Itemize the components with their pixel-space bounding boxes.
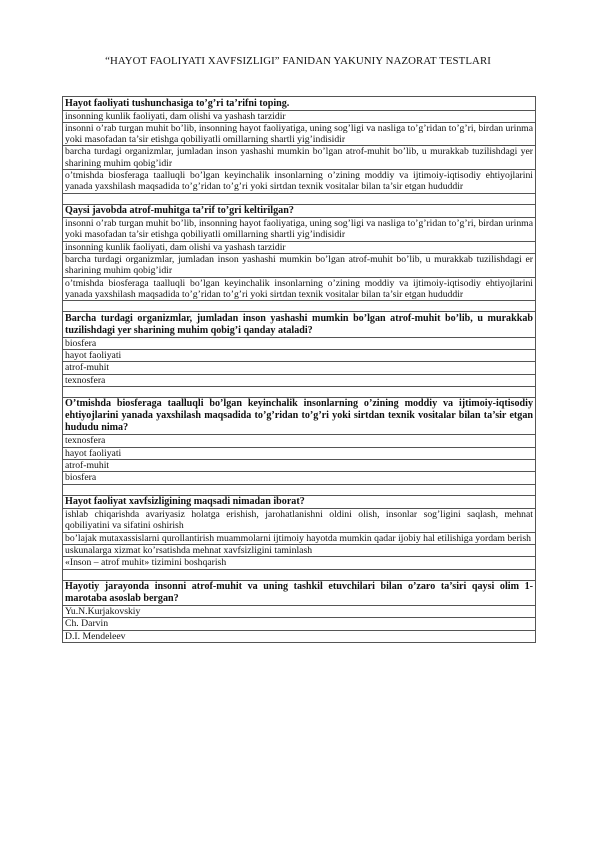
option-row	[63, 435, 536, 447]
question-text: Barcha turdagi organizmlar, jumladan inson yashashi mumkin bo’lgan atrof-muhit bo’lib, u murakkab tuzilishdagi yer sharining muhim qobig’i qanday ataladi?	[63, 312, 536, 338]
option-row	[63, 146, 536, 170]
option-row	[63, 472, 536, 484]
option-text: hayot faoliyati	[63, 349, 536, 361]
option-row	[63, 241, 536, 253]
option-row	[63, 362, 536, 374]
option-row	[63, 618, 536, 630]
test-table	[62, 96, 536, 643]
option-text: atrof-muhit	[63, 459, 536, 471]
question-text: Hayotiy jarayonda insonni atrof-muhit va uning tashkil etuvchilari bilan o’zaro ta’siri qaysi olim 1-marotaba asoslab bergan?	[63, 580, 536, 606]
question-row	[63, 204, 536, 218]
option-text: texnosfera	[63, 374, 536, 386]
question-row	[63, 580, 536, 606]
question-row	[63, 97, 536, 111]
option-row	[63, 337, 536, 349]
option-text: texnosfera	[63, 435, 536, 447]
option-row	[63, 218, 536, 242]
spacer-cell	[63, 301, 536, 312]
option-row	[63, 253, 536, 277]
option-text: insonning kunlik faoliyati, dam olishi va yashash tarzidir	[63, 241, 536, 253]
question-text: Qaysi javobda atrof-muhitga ta’rif to’gri keltirilgan?	[63, 204, 536, 218]
option-row	[63, 630, 536, 642]
option-text: biosfera	[63, 472, 536, 484]
option-text: Ch. Darvin	[63, 618, 536, 630]
option-text: uskunalarga xizmat ko’rsatishda mehnat xavfsizligini taminlash	[63, 544, 536, 556]
option-text: barcha turdagi organizmlar, jumladan inson yashashi mumkin bo’lgan atrof-muhit bo’lib, u murakkab tuzilishdagi er sharining muhim qobig’idir	[63, 253, 536, 277]
question-row	[63, 495, 536, 509]
option-row	[63, 459, 536, 471]
option-text: hayot faoliyati	[63, 447, 536, 459]
option-row	[63, 374, 536, 386]
spacer-cell	[63, 193, 536, 204]
option-row	[63, 349, 536, 361]
option-text: Yu.N.Kurjakovskiy	[63, 606, 536, 618]
question-row	[63, 397, 536, 435]
option-text: insonning kunlik faoliyati, dam olishi va yashash tarzidir	[63, 110, 536, 122]
option-row	[63, 532, 536, 544]
option-text: biosfera	[63, 337, 536, 349]
spacer-row	[63, 484, 536, 495]
option-text: barcha turdagi organizmlar, jumladan inson yashashi mumkin bo’lgan atrof-muhit bo’lib, u murakkab tuzilishdagi yer sharining muhim qobig’idir	[63, 146, 536, 170]
option-text: D.I. Mendeleev	[63, 630, 536, 642]
option-row	[63, 122, 536, 146]
spacer-cell	[63, 484, 536, 495]
spacer-row	[63, 193, 536, 204]
spacer-row	[63, 386, 536, 397]
option-text: atrof-muhit	[63, 362, 536, 374]
option-text: «Inson – atrof muhit» tizimini boshqarish	[63, 557, 536, 569]
option-row	[63, 606, 536, 618]
question-text: Hayot faoliyat xavfsizligining maqsadi nimadan iborat?	[63, 495, 536, 509]
option-row	[63, 509, 536, 533]
option-row	[63, 277, 536, 301]
option-row	[63, 110, 536, 122]
spacer-row	[63, 569, 536, 580]
spacer-row	[63, 301, 536, 312]
option-row	[63, 557, 536, 569]
option-text: insonni o’rab turgan muhit bo’lib, insonning hayot faoliyatiga, uning sog’ligi va nasliga to’g’ridan to’g’ri, birdan urinma yoki masofadan ta’sir etishga qobiliyatli omillarning shartli yig’indisidir	[63, 122, 536, 146]
question-text: O’tmishda biosferaga taalluqli bo’lgan keyinchalik insonlarning o’zining moddiy va ijtimoiy-iqtisodiy ehtiyojlarini yanada yaxshilash maqsadida to’g’ridan to’g’ri yoki sirtdan texnik vositalar bilan ta’sir etgan hududu nima?	[63, 397, 536, 435]
option-row	[63, 447, 536, 459]
spacer-cell	[63, 386, 536, 397]
option-text: bo’lajak mutaxassislarni qurollantirish muammolarni ijtimoiy hayotda mumkin qadar ijobiy hal etilishiga yordam berish	[63, 532, 536, 544]
option-text: ishlab chiqarishda avariyasiz holatga erishish, jarohatlanishni oldini olish, insonlar sog’ligini saqlash, mehnat qobiliyatini va sifatini oshirish	[63, 509, 536, 533]
question-text: Hayot faoliyati tushunchasiga to’g’ri ta’rifni toping.	[63, 97, 536, 111]
spacer-cell	[63, 569, 536, 580]
option-text: o’tmishda biosferaga taalluqli bo’lgan keyinchalik insonlarning o’zining moddiy va ijtimoiy-iqtisodiy ehtiyojlarini yanada yaxshilash maqsadida to’g’ridan to’g’ri yoki sirtdan texnik vositalar bilan ta’sir etgan hududdir	[63, 277, 536, 301]
document-title: “HAYOT FAOLIYATI XAVFSIZLIGI” FANIDAN YAKUNIY NAZORAT TESTLARI	[105, 55, 491, 67]
option-row	[63, 169, 536, 193]
question-row	[63, 312, 536, 338]
option-text: o’tmishda biosferaga taalluqli bo’lgan keyinchalik insonlarning o’zining moddiy va ijtimoiy-iqtisodiy ehtiyojlarini yanada yaxshilash maqsadida to’g’ridan to’g’ri yoki sirtdan texnik vositalar bilan ta’sir etgan hududdir	[63, 169, 536, 193]
option-row	[63, 544, 536, 556]
test-table-body	[63, 97, 536, 643]
option-text: insonni o’rab turgan muhit bo’lib, insonning hayot faoliyatiga, uning sog’ligi va nasliga to’g’ridan to’g’ri, birdan urinma yoki masofadan ta’sir etishga qobiliyatli omillarning shartli yig’indisidir	[63, 218, 536, 242]
